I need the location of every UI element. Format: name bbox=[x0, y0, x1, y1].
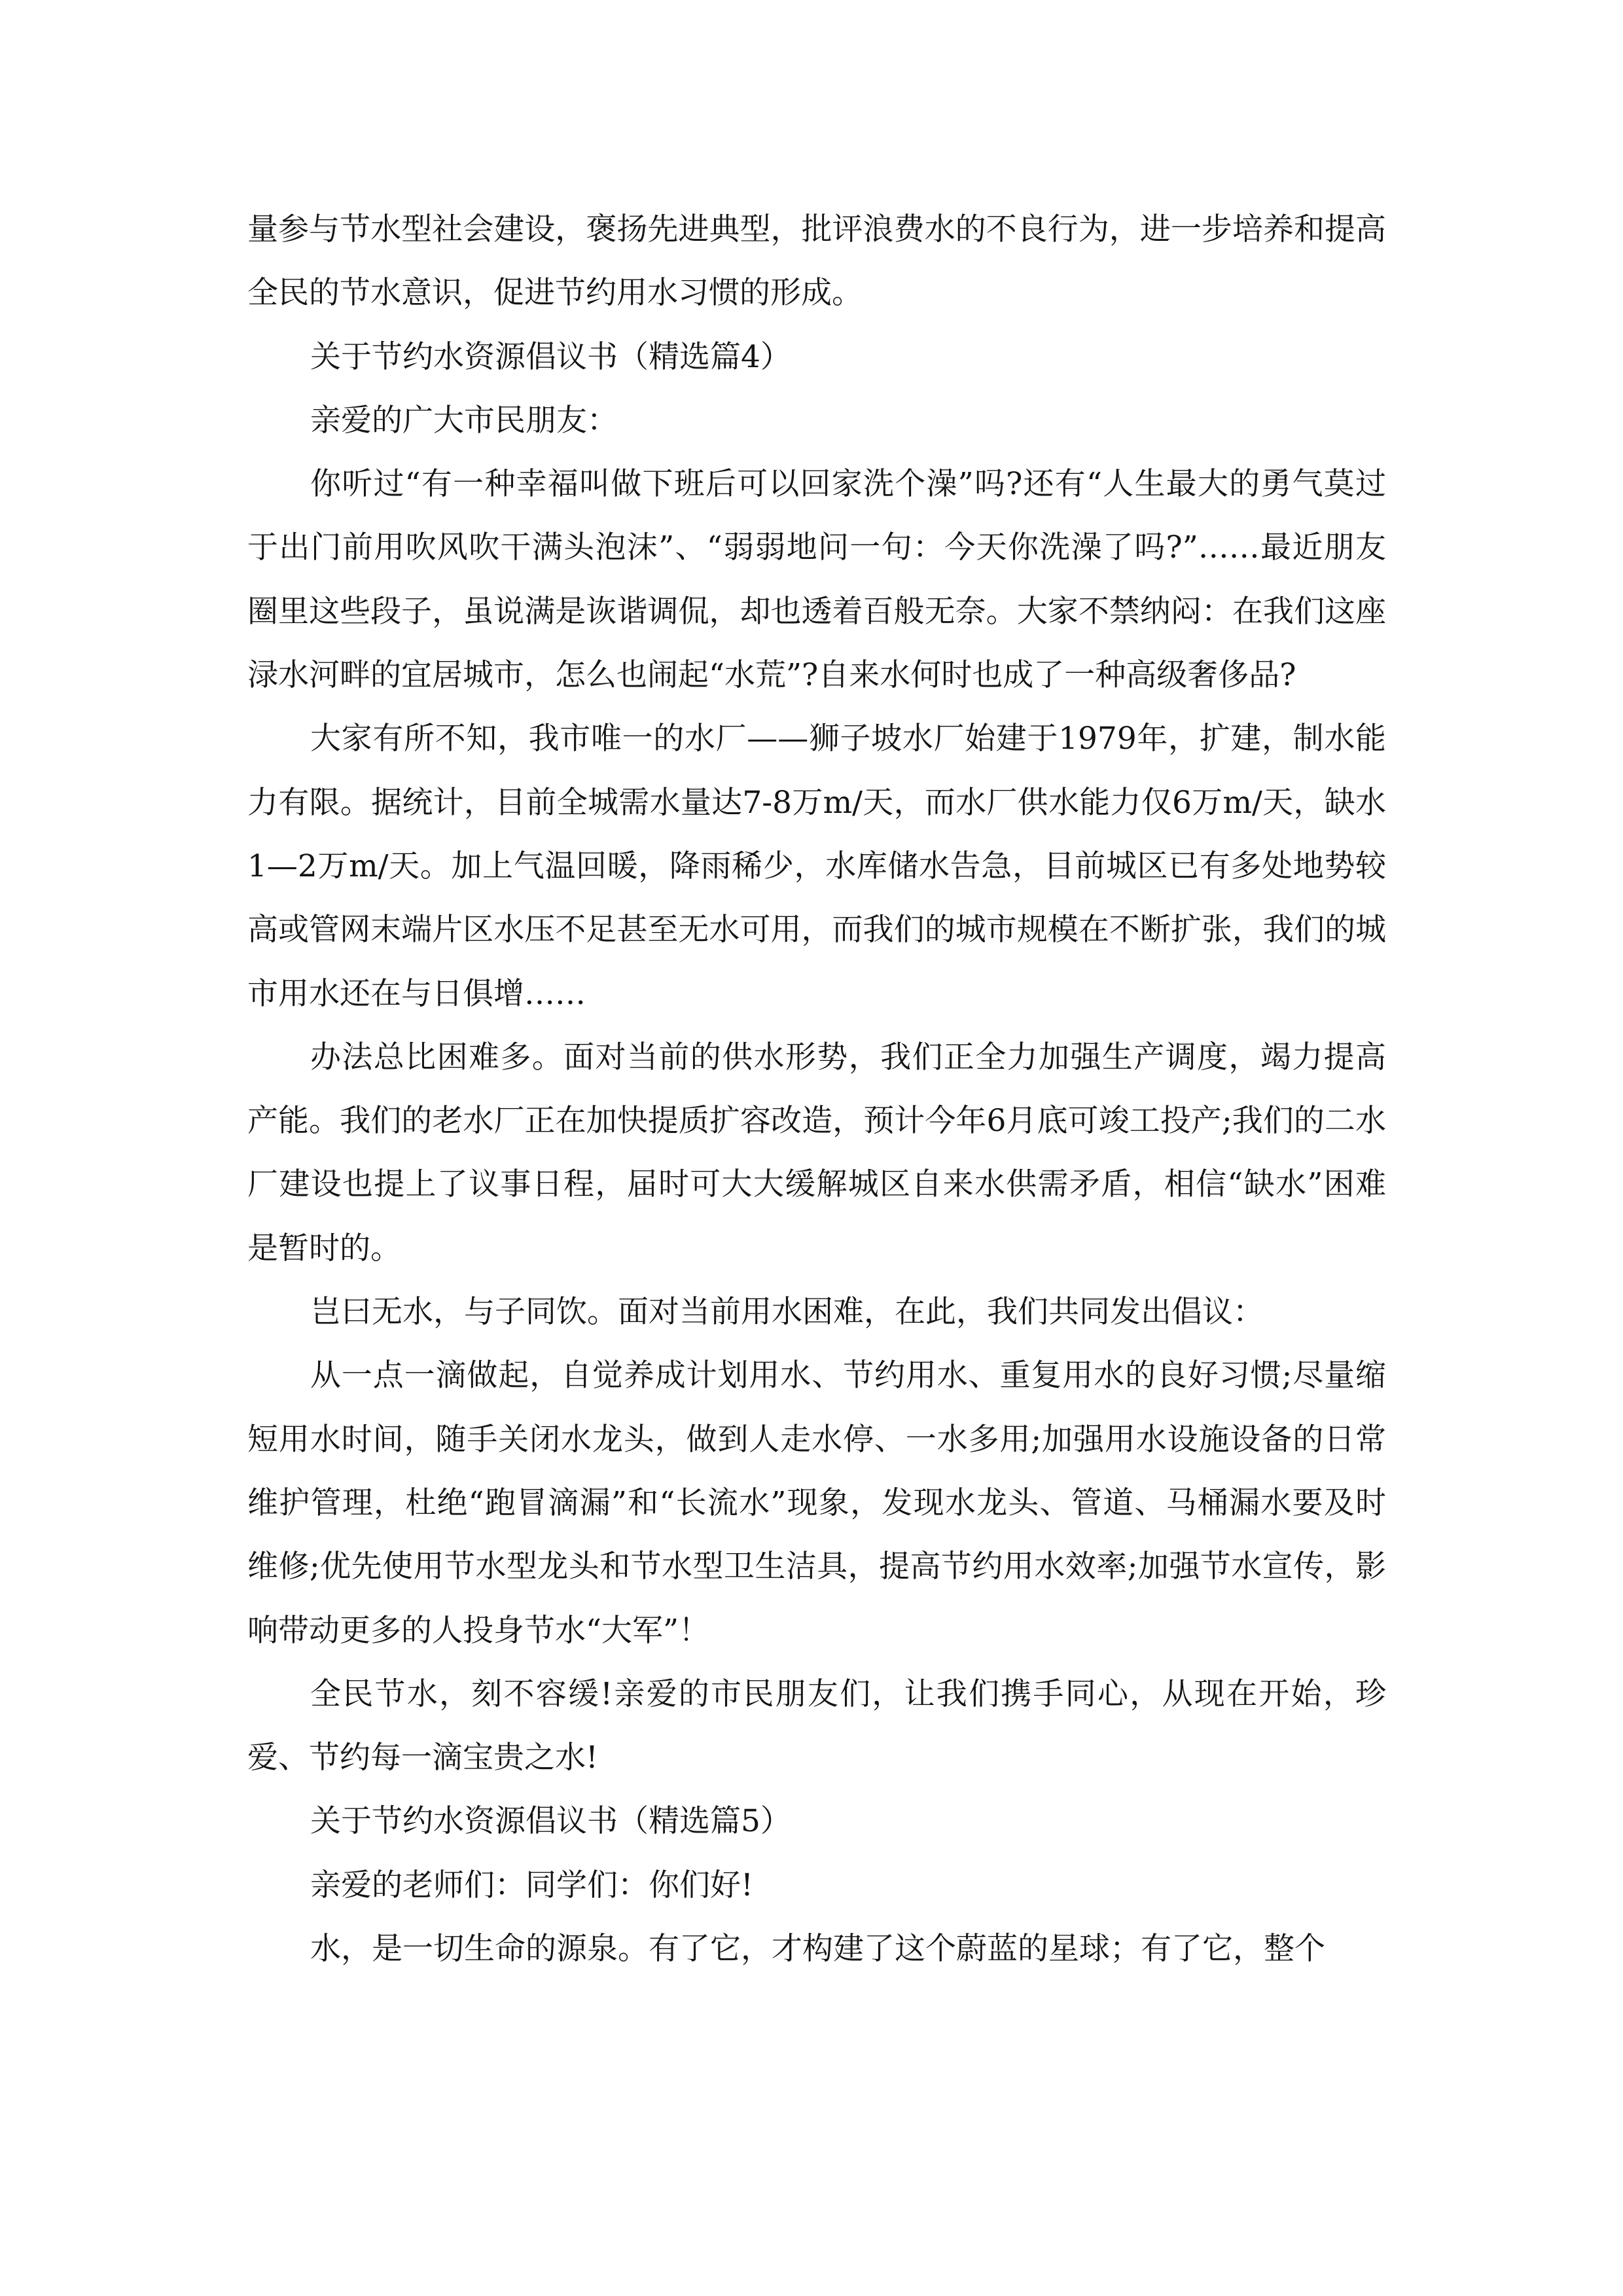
paragraph-water-plant: 大家有所不知，我市唯一的水厂——狮子坡水厂始建于1979年，扩建，制水能力有限。据统计，目前全城需水量达7-8万m/天，而水厂供水能力仅6万m/天，缺水1—2万m/天。加上气温回暖，降雨稀少，水库储水告急，目前城区已有多处地势较高或管网末端片区水压不足甚至无水可用，而我们的城市规模在不断扩张，我们的城市用水还在与日俱增…… bbox=[247, 721, 1386, 1012]
paragraph-proposals: 从一点一滴做起，自觉养成计划用水、节约用水、重复用水的良好习惯;尽量缩短用水时间，随手关闭水龙头，做到人走水停、一水多用;加强用水设施设备的日常维护管理，杜绝“跑冒滴漏”和“长流水”现象，发现水龙头、管道、马桶漏水要及时维修;优先使用节水型龙头和节水型卫生洁具，提高节约用水效率;加强节水宣传，影响带动更多的人投身节水“大军”！ bbox=[247, 1357, 1386, 1649]
paragraph-proposal-lead: 岂曰无水，与子同饮。面对当前用水困难，在此，我们共同发出倡议： bbox=[310, 1294, 1264, 1331]
document-body bbox=[247, 198, 1386, 1981]
paragraph-solutions: 办法总比困难多。面对当前的供水形势，我们正全力加强生产调度，竭力提高产能。我们的老水厂正在加快提质扩容改造，预计今年6月底可竣工投产;我们的二水厂建设也提上了议事日程，届时可大大缓解城区自来水供需矛盾，相信“缺水”困难是暂时的。 bbox=[247, 1039, 1386, 1266]
salutation-citizens: 亲爱的广大市民朋友： bbox=[310, 402, 618, 439]
paragraph-intro: 你听过“有一种幸福叫做下班后可以回家洗个澡”吗?还有“人生最大的勇气莫过于出门前用吹风吹干满头泡沫”、“弱弱地问一句：今天你洗澡了吗?”……最近朋友圈里这些段子，虽说满是诙谐调侃，却也透着百般无奈。大家不禁纳闷：在我们这座渌水河畔的宜居城市，怎么也闹起“水荒”?自来水何时也成了一种高级奢侈品? bbox=[247, 466, 1386, 694]
salutation-teachers-students: 亲爱的老师们：同学们：你们好! bbox=[310, 1867, 753, 1903]
paragraph-closing: 全民节水，刻不容缓!亲爱的市民朋友们，让我们携手同心，从现在开始，珍爱、节约每一滴宝贵之水! bbox=[247, 1676, 1386, 1776]
paragraph-continuation: 量参与节水型社会建设，褒扬先进典型，批评浪费水的不良行为，进一步培养和提高全民的节水意识，促进节约用水习惯的形成。 bbox=[247, 211, 1386, 312]
section-heading-5: 关于节约水资源倡议书（精选篇5） bbox=[310, 1803, 791, 1840]
paragraph-water-source: 水，是一切生命的源泉。有了它，才构建了这个蔚蓝的星球；有了它，整个 bbox=[310, 1931, 1325, 1967]
section-heading-4: 关于节约水资源倡议书（精选篇4） bbox=[310, 338, 791, 375]
